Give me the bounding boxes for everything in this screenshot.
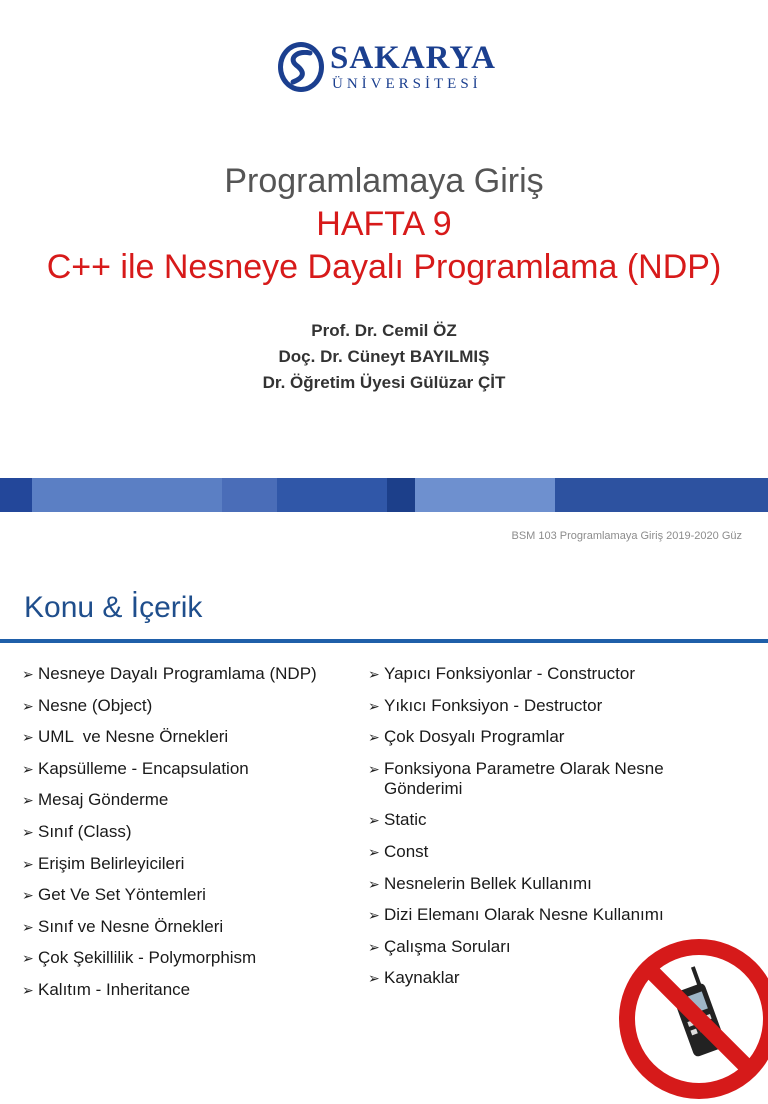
arrow-bullet-icon: ➢ [368,875,380,892]
author-1: Prof. Dr. Cemil ÖZ [311,321,457,340]
title-slide [0,0,768,512]
arrow-bullet-icon: ➢ [22,981,34,998]
presentation-subtitle: C++ ile Nesneye Dayalı Programlama (NDP) [46,248,722,286]
arrow-bullet-icon: ➢ [22,887,34,904]
arrow-bullet-icon: ➢ [22,792,34,809]
presentation-title: Programlamaya Giriş [224,162,544,200]
arrow-bullet-icon: ➢ [368,843,380,860]
list-item: ➢ Fonksiyona Parametre Olarak Nesne Gönderimi [368,758,664,798]
contents-list-left [22,664,362,1012]
list-item: ➢ Nesneye Dayalı Programlama (NDP) [22,664,317,683]
logo-subtitle: ÜNİVERSİTESİ [332,76,482,92]
course-footer: BSM 103 Programlamaya Giriş 2019-2020 Güz [511,530,742,542]
arrow-bullet-icon: ➢ [22,697,34,714]
arrow-bullet-icon: ➢ [368,760,380,777]
no-phone-icon [614,934,768,1104]
contents-slide [0,512,768,1024]
arrow-bullet-icon: ➢ [368,666,380,682]
sakarya-emblem-icon [276,40,326,94]
arrow-bullet-icon: ➢ [22,666,34,682]
arrow-bullet-icon: ➢ [22,950,34,967]
arrow-bullet-icon: ➢ [368,697,380,714]
list-item: ➢ Kalıtım - Inheritance [22,979,191,999]
arrow-bullet-icon: ➢ [22,855,34,872]
list-item: ➢ Nesne (Object) [22,695,153,715]
author-2: Doç. Dr. Cüneyt BAYILMIŞ [278,347,490,366]
author-list [0,318,768,396]
arrow-bullet-icon: ➢ [22,760,34,777]
list-item: ➢ Çok Dosyalı Programlar [368,727,565,747]
list-item: ➢ Kapsülleme - Encapsulation [22,758,249,778]
list-item: ➢ Const [368,841,429,861]
arrow-bullet-icon: ➢ [22,823,34,840]
arrow-bullet-icon: ➢ [22,729,34,746]
list-item: ➢ UML ve Nesne Örnekleri [22,727,229,747]
arrow-bullet-icon: ➢ [368,970,380,987]
university-logo [276,38,496,98]
week-label: HAFTA 9 [316,205,452,243]
list-item: ➢ Mesaj Gönderme [22,790,169,810]
list-item: ➢ Get Ve Set Yöntemleri [22,885,206,905]
logo-name: SAKARYA [330,40,496,76]
title-block [0,160,768,288]
list-item: ➢ Yıkıcı Fonksiyon - Destructor [368,695,603,715]
arrow-bullet-icon: ➢ [368,729,380,746]
list-item: ➢ Kaynaklar [368,968,460,988]
title-divider [0,639,768,643]
list-item: ➢ Çalışma Soruları [368,936,511,956]
list-item: ➢ Static [368,810,427,830]
arrow-bullet-icon: ➢ [368,938,380,955]
arrow-bullet-icon: ➢ [368,907,380,924]
list-item: ➢ Nesnelerin Bellek Kullanımı [368,873,592,893]
section-title: Konu & İçerik [24,591,203,624]
list-item: ➢ Erişim Belirleyicileri [22,853,185,873]
list-item: ➢ Dizi Elemanı Olarak Nesne Kullanımı [368,905,664,925]
author-3: Dr. Öğretim Üyesi Gülüzar ÇİT [262,373,506,392]
list-item: ➢ Çok Şekillilik - Polymorphism [22,948,257,968]
list-item: ➢ Sınıf (Class) [22,821,132,841]
arrow-bullet-icon: ➢ [368,812,380,829]
arrow-bullet-icon: ➢ [22,918,34,935]
list-item: ➢ Sınıf ve Nesne Örnekleri [22,916,224,936]
list-item: ➢ Yapıcı Fonksiyonlar - Constructor [368,664,635,683]
decorative-color-band [0,478,768,512]
